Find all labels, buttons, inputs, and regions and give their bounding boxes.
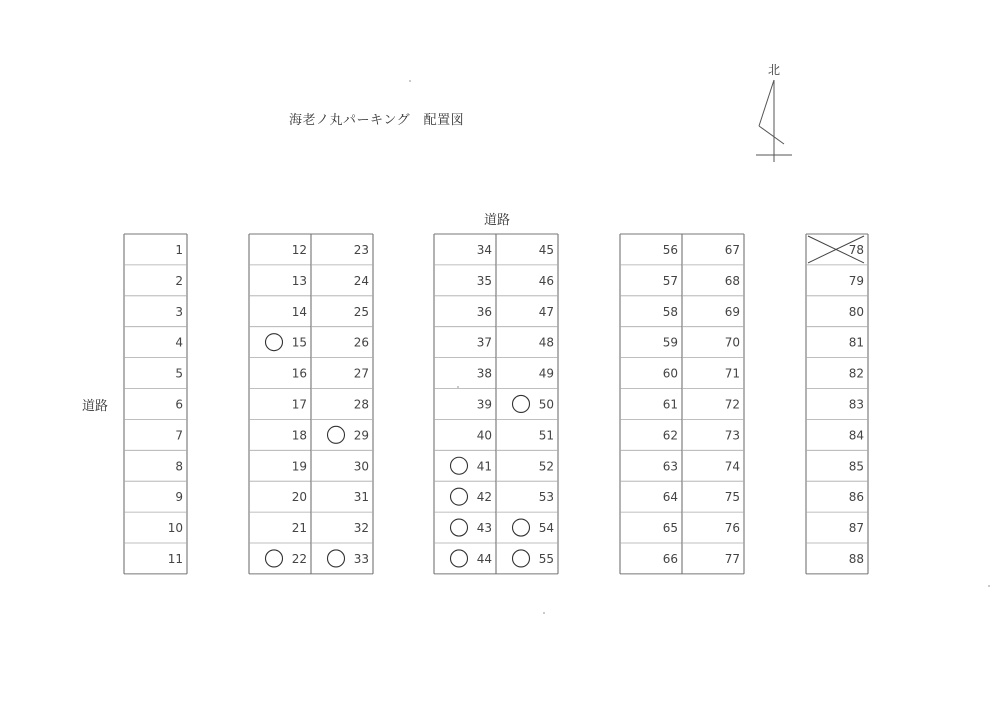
space-number-86: 86 [848,490,864,505]
space-number-23: 23 [353,242,369,257]
space-number-61: 61 [662,397,678,412]
space-number-57: 57 [662,273,678,288]
space-number-36: 36 [476,304,492,319]
circle-mark-44 [451,550,468,567]
space-number-78: 78 [848,242,864,257]
space-number-73: 73 [724,428,740,443]
space-number-5: 5 [175,366,183,381]
space-number-21: 21 [291,521,307,536]
space-number-71: 71 [724,366,740,381]
space-number-83: 83 [848,397,864,412]
space-number-12: 12 [291,242,307,257]
space-number-88: 88 [848,551,864,566]
space-number-18: 18 [291,428,307,443]
space-number-22: 22 [291,551,307,566]
space-number-38: 38 [476,366,492,381]
space-number-69: 69 [724,304,740,319]
scan-speck [988,585,990,587]
space-number-52: 52 [538,459,554,474]
space-number-67: 67 [724,242,740,257]
space-number-75: 75 [724,490,740,505]
space-number-14: 14 [291,304,307,319]
scan-speck [543,612,545,614]
space-number-41: 41 [476,459,492,474]
space-number-43: 43 [476,521,492,536]
space-number-55: 55 [538,551,554,566]
space-number-54: 54 [538,521,554,536]
space-number-46: 46 [538,273,554,288]
space-number-72: 72 [724,397,740,412]
space-number-48: 48 [538,335,554,350]
space-number-8: 8 [175,459,183,474]
space-number-68: 68 [724,273,740,288]
space-number-51: 51 [538,428,554,443]
space-number-62: 62 [662,428,678,443]
space-number-34: 34 [476,242,492,257]
space-number-60: 60 [662,366,678,381]
space-number-15: 15 [291,335,307,350]
space-number-4: 4 [175,335,183,350]
space-number-70: 70 [724,335,740,350]
parking-column-c3 [311,234,373,574]
space-number-16: 16 [291,366,307,381]
space-number-37: 37 [476,335,492,350]
space-number-63: 63 [662,459,678,474]
circle-mark-43 [451,519,468,536]
space-number-31: 31 [353,490,369,505]
circle-mark-33 [328,550,345,567]
scan-speck [409,80,411,82]
space-number-64: 64 [662,490,678,505]
circle-mark-42 [451,488,468,505]
road-label-top: 道路 [484,213,511,228]
space-number-2: 2 [175,273,183,288]
space-number-6: 6 [175,397,183,412]
space-number-9: 9 [175,490,183,505]
space-number-80: 80 [848,304,864,319]
space-number-33: 33 [353,551,369,566]
space-number-59: 59 [662,335,678,350]
space-number-58: 58 [662,304,678,319]
circle-mark-50 [513,395,530,412]
circle-mark-54 [513,519,530,536]
page-title: 海老ノ丸パーキング 配置図 [289,113,465,128]
space-number-10: 10 [167,521,183,536]
space-number-82: 82 [848,366,864,381]
space-number-24: 24 [353,273,369,288]
parking-column-c8 [806,234,868,574]
space-number-1: 1 [175,242,183,257]
space-number-30: 30 [353,459,369,474]
space-number-25: 25 [353,304,369,319]
space-number-49: 49 [538,366,554,381]
space-number-74: 74 [724,459,740,474]
space-number-44: 44 [476,551,492,566]
circle-mark-29 [328,426,345,443]
parking-column-c7 [682,234,744,574]
circle-mark-22 [266,550,283,567]
space-number-45: 45 [538,242,554,257]
road-label-left: 道路 [82,399,109,414]
space-number-32: 32 [353,521,369,536]
space-number-7: 7 [175,428,183,443]
circle-mark-15 [266,334,283,351]
space-number-42: 42 [476,490,492,505]
circle-mark-41 [451,457,468,474]
space-number-3: 3 [175,304,183,319]
space-number-19: 19 [291,459,307,474]
space-number-87: 87 [848,521,864,536]
parking-column-c5 [496,234,558,574]
parking-column-c1 [124,234,187,574]
space-number-81: 81 [848,335,864,350]
space-number-17: 17 [291,397,307,412]
parking-column-c6 [620,234,682,574]
circle-mark-55 [513,550,530,567]
space-number-56: 56 [662,242,678,257]
space-number-84: 84 [848,428,864,443]
space-number-77: 77 [724,551,740,566]
space-number-35: 35 [476,273,492,288]
space-number-26: 26 [353,335,369,350]
space-number-40: 40 [476,428,492,443]
space-number-13: 13 [291,273,307,288]
parking-column-c4 [434,234,496,574]
space-number-11: 11 [167,551,183,566]
space-number-79: 79 [848,273,864,288]
north-label: 北 [768,63,781,77]
space-number-47: 47 [538,304,554,319]
space-number-27: 27 [353,366,369,381]
space-number-39: 39 [476,397,492,412]
space-number-85: 85 [848,459,864,474]
space-number-28: 28 [353,397,369,412]
space-number-53: 53 [538,490,554,505]
space-number-65: 65 [662,521,678,536]
space-number-20: 20 [291,490,307,505]
space-number-50: 50 [538,397,554,412]
parking-column-c2 [249,234,311,574]
space-number-29: 29 [353,428,369,443]
space-number-66: 66 [662,551,678,566]
scan-speck [457,386,459,388]
space-number-76: 76 [724,521,740,536]
